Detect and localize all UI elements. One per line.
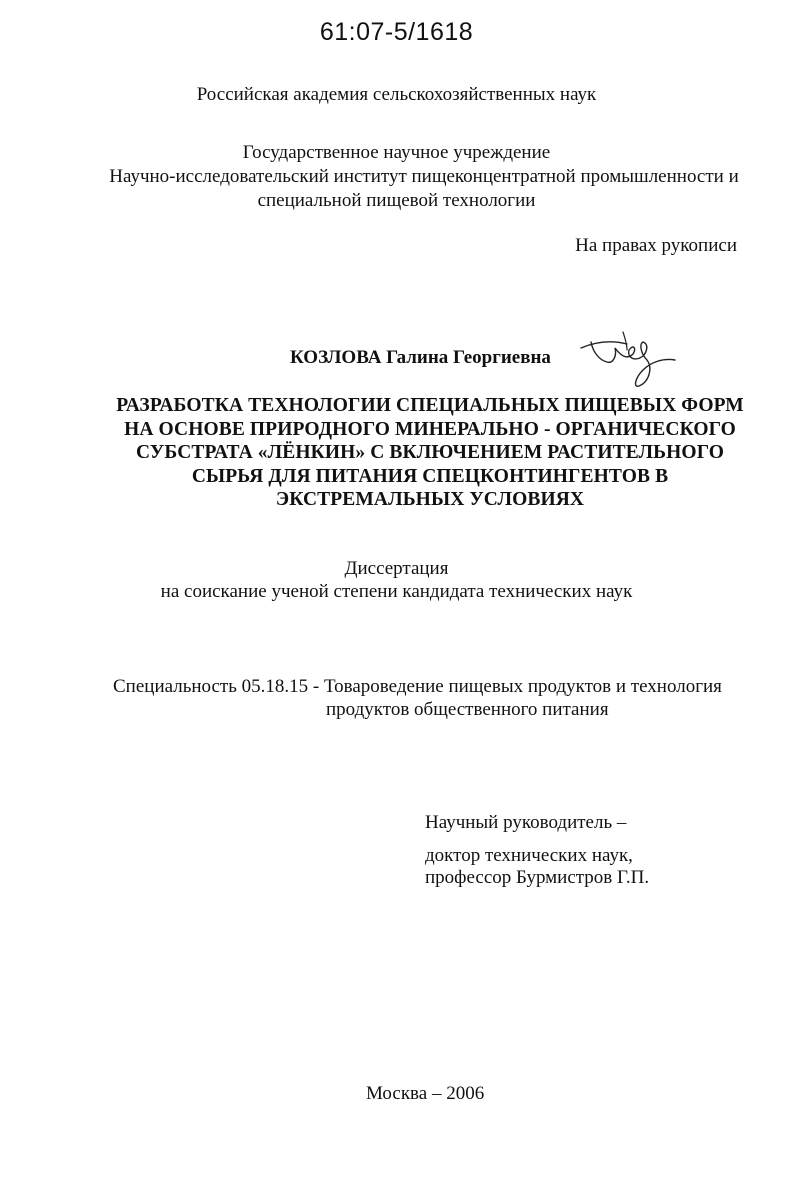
title-line-5: ЭКСТРЕМАЛЬНЫХ УСЛОВИЯХ (275, 489, 585, 510)
institution-line-2: Научно-исследовательский институт пищеконцентратной промышленности и (109, 166, 739, 187)
institution-line-3: специальной пищевой технологии (257, 190, 536, 211)
catalog-number: 61:07-5/1618 (319, 18, 474, 46)
dissertation-title (110, 394, 750, 512)
title-line-3: СУБСТРАТА «ЛЁНКИН» С ВКЛЮЧЕНИЕМ РАСТИТЕЛЬНОГО (136, 442, 724, 463)
rights-notice: На правах рукописи (575, 235, 737, 256)
supervisor-name: профессор Бурмистров Г.П. (425, 867, 650, 888)
title-line-4: СЫРЬЯ ДЛЯ ПИТАНИЯ СПЕЦКОНТИНГЕНТОВ В (191, 465, 669, 487)
institution-line-1: Государственное научное учреждение (242, 142, 551, 163)
title-line-1: РАЗРАБОТКА ТЕХНОЛОГИИ СПЕЦИАЛЬНЫХ ПИЩЕВЫХ ФОРМ (116, 395, 744, 416)
specialty-line-1: Специальность 05.18.15 - Товароведение пищевых продуктов и технология (113, 676, 722, 697)
supervisor-degree: доктор технических наук, (425, 845, 633, 866)
academy-name: Российская академия сельскохозяйственных наук (196, 84, 597, 105)
title-line-2: НА ОСНОВЕ ПРИРОДНОГО МИНЕРАЛЬНО - ОРГАНИЧЕСКОГО (124, 418, 736, 440)
degree-sought: на соискание ученой степени кандидата технических наук (160, 581, 633, 602)
supervisor-label: Научный руководитель – (425, 812, 627, 833)
work-type: Диссертация (344, 558, 449, 579)
city-year: Москва – 2006 (366, 1083, 485, 1104)
author-name: КОЗЛОВА Галина Георгиевна (290, 347, 551, 368)
specialty-line-2: продуктов общественного питания (326, 699, 609, 720)
signature-icon (577, 330, 677, 392)
